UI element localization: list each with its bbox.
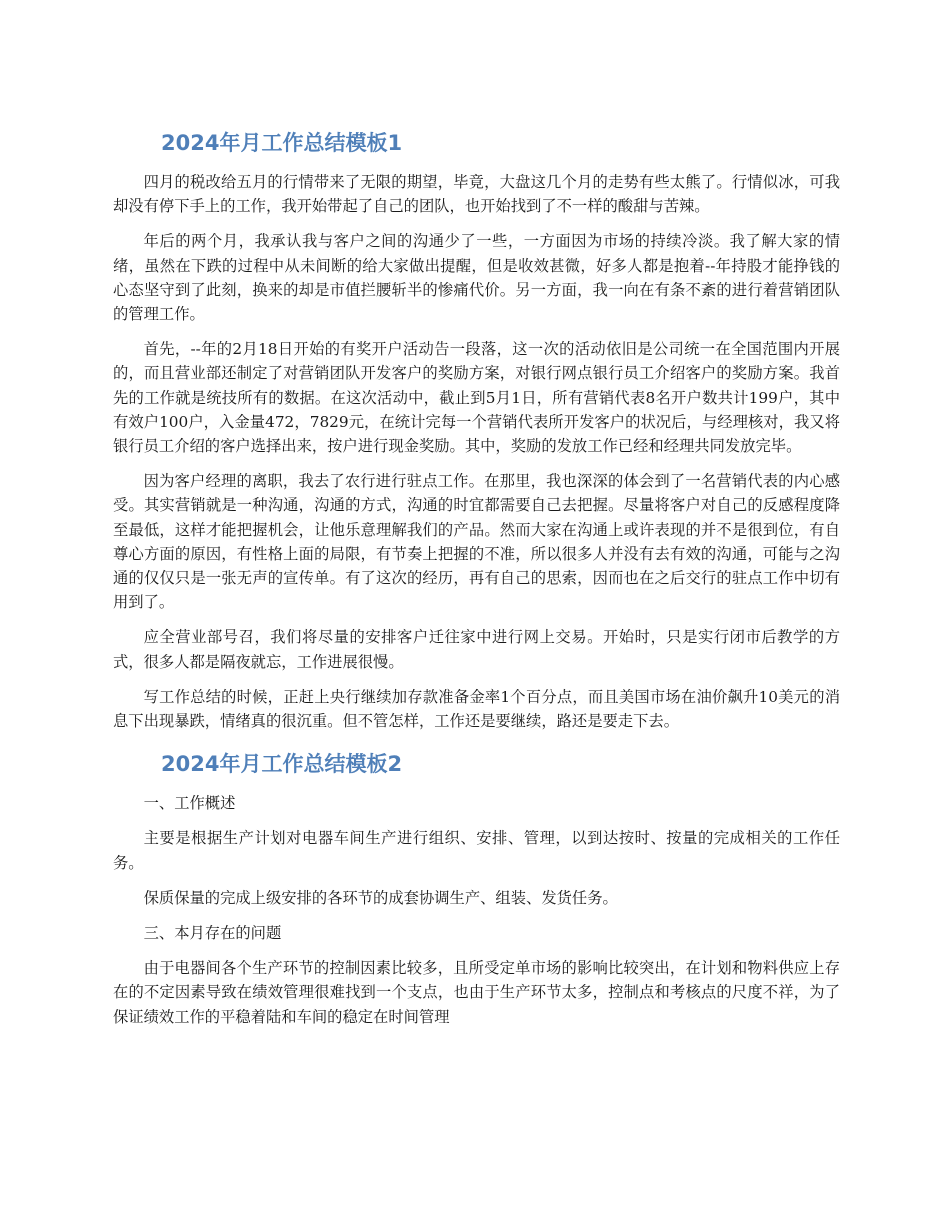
paragraph: 一、工作概述 xyxy=(143,794,236,813)
paragraph: 三、本月存在的问题 xyxy=(143,924,282,943)
document-page xyxy=(113,124,840,1040)
paragraph: 应全营业部号召，我们将尽量的安排客户迁往家中进行网上交易。开始时，只是实行闭市后教学的方式，很多人都是隔夜就忘，工作进展很慢。 xyxy=(113,628,840,671)
paragraph: 年后的两个月，我承认我与客户之间的沟通少了一些，一方面因为市场的持续冷淡。我了解大家的情绪，虽然在下跌的过程中从未间断的给大家做出提醒，但是收效甚微，好多人都是抱着--年持股才能挣钱的心态坚守到了此刻，换来的却是市值拦腰斩半的惨痛代价。另一方面，我一向在有条不紊的进行着营销团队的管理工作。 xyxy=(113,232,840,324)
paragraph: 四月的税改给五月的行情带来了无限的期望，毕竟，大盘这几个月的走势有些太熊了。行情似冰，可我却没有停下手上的工作，我开始带起了自己的团队，也开始找到了不一样的酸甜与苦辣。 xyxy=(113,173,840,216)
section-2 xyxy=(113,745,840,1029)
section-1 xyxy=(113,124,840,733)
paragraph: 因为客户经理的离职，我去了农行进行驻点工作。在那里，我也深深的体会到了一名营销代表的内心感受。其实营销就是一种沟通，沟通的方式，沟通的时宜都需要自己去把握。尽量将客户对自己的反感程度降至最低，这样才能把握机会，让他乐意理解我们的产品。然而大家在沟通上或许表现的并不是很到位，有自尊心方面的原因，有性格上面的局限，有节奏上把握的不准，所以很多人并没有去有效的沟通，可能与之沟通的仅仅只是一张无声的宣传单。有了这次的经历，再有自己的思索，因而也在之后交行的驻点工作中切有用到了。 xyxy=(113,472,840,612)
paragraph: 主要是根据生产计划对电器车间生产进行组织、安排、管理，以到达按时、按量的完成相关的工作任务。 xyxy=(113,829,840,872)
paragraph: 保质保量的完成上级安排的各环节的成套协调生产、组装、发货任务。 xyxy=(143,888,618,907)
paragraph: 写工作总结的时候，正赶上央行继续加存款准备金率1个百分点，而且美国市场在油价飙升10美元的消息下出现暴跌，情绪真的很沉重。但不管怎样，工作还是要继续，路还是要走下去。 xyxy=(113,687,840,731)
paragraph: 由于电器间各个生产环节的控制因素比较多，且所受定单市场的影响比较突出，在计划和物料供应上存在的不定因素导致在绩效管理很难找到一个支点，也由于生产环节太多，控制点和考核点的尺度不祥，为了保证绩效工作的平稳着陆和车间的稳定在时间管理 xyxy=(113,959,840,1026)
section-heading-2: 2024年月工作总结模板2 xyxy=(161,752,403,777)
section-heading-1: 2024年月工作总结模板1 xyxy=(161,131,403,155)
paragraph: 首先，--年的2月18日开始的有奖开户活动告一段落，这一次的活动依旧是公司统一在全国范围内开展的，而且营业部还制定了对营销团队开发客户的奖励方案，对银行网点银行员工介绍客户的奖励方案。我首先的工作就是统技所有的数据。在这次活动中，截止到5月1日，所有营销代表8名开户数共计199户，其中有效户100户，入金量472，7829元，在统计完每一个营销代表所开发客户的状况后，与经理核对，我又将银行员工介绍的客户选择出来，按户进行现金奖励。其中，奖励的发放工作已经和经理共同发放完毕。 xyxy=(113,340,840,456)
